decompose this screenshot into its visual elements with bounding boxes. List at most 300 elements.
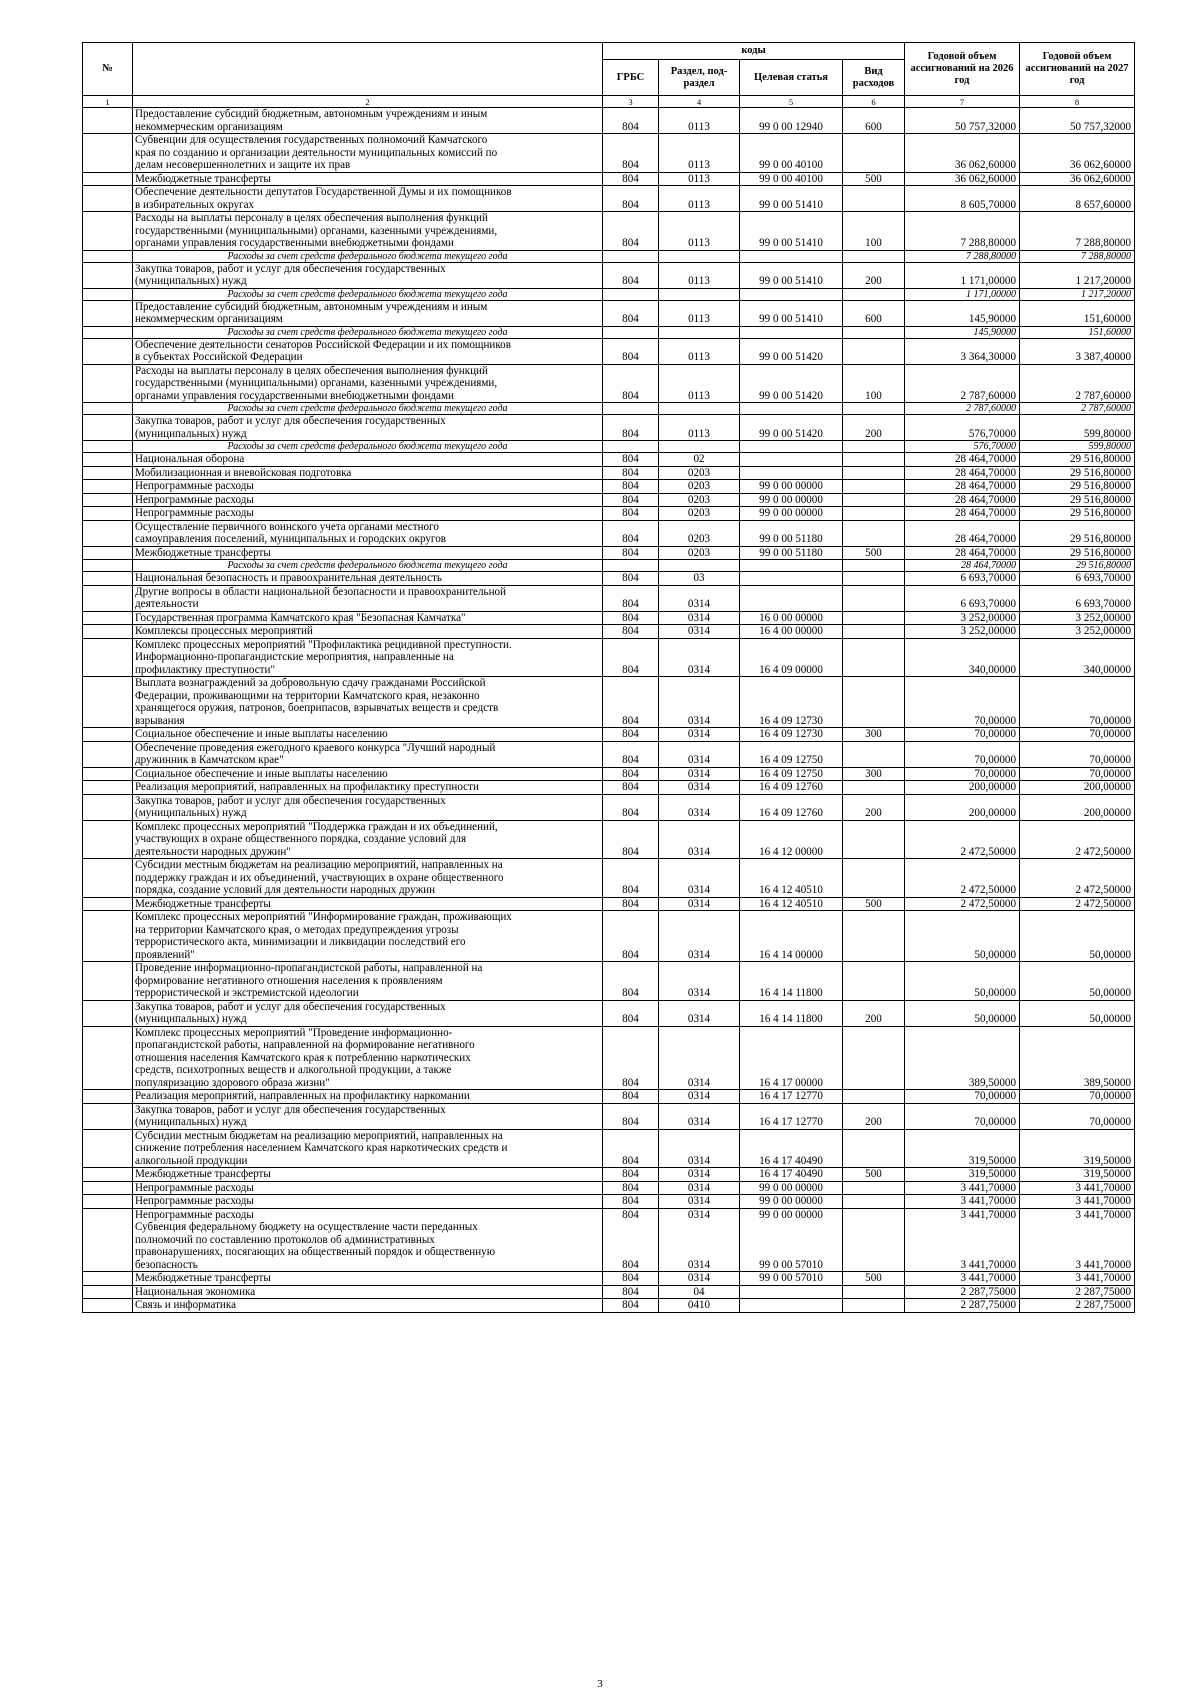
cell-num (83, 794, 133, 820)
cell-grbs: 804 (603, 1181, 659, 1195)
cell-target (740, 585, 843, 611)
cell-num (83, 300, 133, 326)
cell-sec: 0314 (659, 1195, 740, 1209)
cell-sec: 0410 (659, 1299, 740, 1313)
cell-y2026: 2 472,50000 (905, 897, 1020, 911)
cell-sec: 0314 (659, 911, 740, 962)
column-numbers (83, 96, 1135, 108)
table-row (83, 1272, 1135, 1286)
cell-vid (843, 507, 905, 521)
cell-target (740, 572, 843, 586)
cell-target: 99 0 00 00000 (740, 507, 843, 521)
cell-num (83, 403, 133, 415)
header-grbs: ГРБС (603, 60, 659, 96)
cell-y2026: 50,00000 (905, 911, 1020, 962)
cell-sec: 02 (659, 453, 740, 467)
budget-page (82, 42, 1134, 1313)
cell-name: Мобилизационная и вневойсковая подготовка (133, 466, 603, 480)
cell-grbs: 804 (603, 794, 659, 820)
cell-name: Закупка товаров, работ и услуг для обеспечения государственных (муниципальных) нужд (133, 1000, 603, 1026)
cell-grbs: 804 (603, 212, 659, 251)
cell-grbs: 804 (603, 1195, 659, 1209)
cell-y2027: 50 757,32000 (1020, 108, 1135, 134)
cell-y2026: 28 464,70000 (905, 493, 1020, 507)
cell-name: Межбюджетные трансферты (133, 1168, 603, 1182)
cell-target: 16 4 12 00000 (740, 820, 843, 859)
cell-vid (843, 1299, 905, 1313)
cell-target: 99 0 00 00000 99 0 00 57010 (740, 1208, 843, 1272)
cell-sec: 0203 (659, 480, 740, 494)
cell-y2027: 319,50000 (1020, 1168, 1135, 1182)
cell-vid: 500 (843, 1272, 905, 1286)
cell-num (83, 897, 133, 911)
cell-name: Расходы за счет средств федерального бюджета текущего года (133, 441, 603, 453)
table-row (83, 493, 1135, 507)
cell-name: Связь и информатика (133, 1299, 603, 1313)
cell-grbs (603, 560, 659, 572)
federal-funds-row (83, 403, 1135, 415)
cell-y2027: 3 441,70000 (1020, 1272, 1135, 1286)
cell-y2027: 3 441,70000 (1020, 1181, 1135, 1195)
cell-num (83, 638, 133, 677)
cell-name: Комплекс процессных мероприятий "Информирование граждан, проживающих на территории Камчатского края, о методах предупреждения угрозы террористического акта, минимизации и ликвидации последствий его проявлений" (133, 911, 603, 962)
cell-target (740, 453, 843, 467)
cell-y2027: 151,60000 (1020, 326, 1135, 338)
cell-grbs (603, 250, 659, 262)
cell-y2027: 599,80000 (1020, 441, 1135, 453)
cell-vid: 500 (843, 546, 905, 560)
cell-vid: 300 (843, 728, 905, 742)
cell-y2026: 576,70000 (905, 441, 1020, 453)
cell-target: 99 0 00 00000 (740, 1181, 843, 1195)
cell-target (740, 1299, 843, 1313)
header-exptype: Вид расходов (843, 60, 905, 96)
cell-target: 99 0 00 51410 (740, 212, 843, 251)
cell-sec: 0314 (659, 859, 740, 898)
cell-name: Обеспечение проведения ежегодного краевого конкурса "Лучший народный дружинник в Камчатском крае" (133, 741, 603, 767)
cell-sec: 03 (659, 572, 740, 586)
cell-name: Межбюджетные трансферты (133, 172, 603, 186)
cell-y2026: 2 787,60000 (905, 364, 1020, 403)
cell-vid (843, 677, 905, 728)
table-row (83, 453, 1135, 467)
cell-grbs: 804 (603, 453, 659, 467)
cell-vid: 500 (843, 172, 905, 186)
cell-name: Межбюджетные трансферты (133, 1272, 603, 1286)
cell-vid (843, 480, 905, 494)
table-row (83, 859, 1135, 898)
cell-target: 99 0 00 51180 (740, 546, 843, 560)
cell-grbs: 804 (603, 1299, 659, 1313)
cell-grbs: 804 (603, 1026, 659, 1090)
colnum-5: 5 (740, 96, 843, 108)
cell-y2026: 1 171,00000 (905, 288, 1020, 300)
table-row (83, 638, 1135, 677)
cell-sec: 0314 (659, 1168, 740, 1182)
header-name (133, 43, 603, 96)
cell-grbs: 804 (603, 1129, 659, 1168)
cell-name: Расходы за счет средств федерального бюджета текущего года (133, 250, 603, 262)
cell-sec: 0113 (659, 108, 740, 134)
table-row (83, 300, 1135, 326)
table-row (83, 767, 1135, 781)
cell-sec: 0113 (659, 172, 740, 186)
table-row (83, 625, 1135, 639)
cell-grbs: 804 (603, 186, 659, 212)
table-row (83, 1129, 1135, 1168)
header-section: Раздел, под-раздел (659, 60, 740, 96)
cell-num (83, 1181, 133, 1195)
cell-y2027: 2 787,60000 (1020, 403, 1135, 415)
cell-grbs: 804 (603, 611, 659, 625)
cell-num (83, 415, 133, 441)
cell-target: 16 4 00 00000 (740, 625, 843, 639)
cell-y2026: 3 441,70000 (905, 1195, 1020, 1209)
cell-num (83, 250, 133, 262)
cell-vid (843, 1026, 905, 1090)
cell-num (83, 1285, 133, 1299)
cell-target: 99 0 00 51410 (740, 186, 843, 212)
cell-grbs: 804 (603, 480, 659, 494)
cell-grbs: 804 (603, 625, 659, 639)
cell-target (740, 560, 843, 572)
cell-grbs: 804 (603, 585, 659, 611)
cell-y2027: 2 787,60000 (1020, 364, 1135, 403)
cell-vid: 300 (843, 767, 905, 781)
cell-num (83, 326, 133, 338)
cell-sec (659, 403, 740, 415)
cell-y2026: 319,50000 (905, 1129, 1020, 1168)
cell-num (83, 288, 133, 300)
cell-num (83, 560, 133, 572)
cell-vid (843, 820, 905, 859)
cell-target: 16 4 17 12770 (740, 1090, 843, 1104)
cell-num (83, 546, 133, 560)
cell-sec: 0314 (659, 1103, 740, 1129)
cell-num (83, 1168, 133, 1182)
cell-y2026: 145,90000 (905, 326, 1020, 338)
cell-name: Расходы на выплаты персоналу в целях обеспечения выполнения функций государственными (муниципальными) органами, казенными учреждениями, органами управления государственными внебюджетными фондами (133, 212, 603, 251)
cell-name: Закупка товаров, работ и услуг для обеспечения государственных (муниципальных) нужд (133, 1103, 603, 1129)
cell-sec: 0314 (659, 638, 740, 677)
cell-name: Социальное обеспечение и иные выплаты населению (133, 728, 603, 742)
cell-vid (843, 288, 905, 300)
cell-y2027: 50,00000 (1020, 962, 1135, 1001)
cell-sec: 0113 (659, 186, 740, 212)
cell-y2026: 2 287,75000 (905, 1299, 1020, 1313)
cell-y2026: 50 757,32000 (905, 108, 1020, 134)
cell-sec: 0314 (659, 728, 740, 742)
cell-y2026: 70,00000 (905, 728, 1020, 742)
table-row (83, 677, 1135, 728)
table-row (83, 1285, 1135, 1299)
cell-num (83, 441, 133, 453)
cell-grbs: 804 (603, 741, 659, 767)
cell-vid (843, 1285, 905, 1299)
table-row (83, 781, 1135, 795)
cell-target: 16 4 09 12750 (740, 741, 843, 767)
cell-grbs: 804 (603, 911, 659, 962)
cell-y2027: 29 516,80000 (1020, 453, 1135, 467)
cell-y2027: 70,00000 (1020, 741, 1135, 767)
cell-vid (843, 911, 905, 962)
cell-num (83, 466, 133, 480)
cell-sec: 0203 (659, 507, 740, 521)
cell-grbs: 804 (603, 546, 659, 560)
cell-num (83, 493, 133, 507)
header-2027: Годовой объем ассигнований на 2027 год (1020, 43, 1135, 96)
cell-target (740, 466, 843, 480)
cell-y2027: 3 252,00000 (1020, 625, 1135, 639)
cell-y2027: 70,00000 (1020, 1103, 1135, 1129)
cell-y2026: 3 441,70000 3 441,70000 (905, 1208, 1020, 1272)
federal-funds-row (83, 326, 1135, 338)
cell-sec: 0314 (659, 897, 740, 911)
cell-sec (659, 560, 740, 572)
cell-y2027: 1 217,20000 (1020, 262, 1135, 288)
cell-sec: 0203 (659, 520, 740, 546)
cell-name: Комплексы процессных мероприятий (133, 625, 603, 639)
cell-y2026: 6 693,70000 (905, 585, 1020, 611)
cell-num (83, 520, 133, 546)
cell-name: Закупка товаров, работ и услуг для обеспечения государственных (муниципальных) нужд (133, 794, 603, 820)
cell-target: 99 0 00 57010 (740, 1272, 843, 1286)
cell-y2026: 3 441,70000 (905, 1181, 1020, 1195)
cell-target (740, 288, 843, 300)
table-row (83, 911, 1135, 962)
cell-y2026: 28 464,70000 (905, 453, 1020, 467)
cell-num (83, 480, 133, 494)
cell-num (83, 962, 133, 1001)
cell-vid (843, 1181, 905, 1195)
cell-name: Непрограммные расходы (133, 1181, 603, 1195)
cell-sec: 0314 (659, 1090, 740, 1104)
cell-num (83, 1026, 133, 1090)
cell-name: Реализация мероприятий, направленных на профилактику преступности (133, 781, 603, 795)
cell-grbs: 804 (603, 338, 659, 364)
cell-num (83, 911, 133, 962)
cell-y2027: 29 516,80000 (1020, 466, 1135, 480)
cell-num (83, 1195, 133, 1209)
cell-name: Непрограммные расходы (133, 493, 603, 507)
table-row (83, 1090, 1135, 1104)
cell-num (83, 1272, 133, 1286)
table-row (83, 794, 1135, 820)
cell-vid (843, 781, 905, 795)
table-header (83, 43, 1135, 108)
cell-y2026: 7 288,80000 (905, 212, 1020, 251)
cell-name: Закупка товаров, работ и услуг для обеспечения государственных (муниципальных) нужд (133, 415, 603, 441)
cell-sec: 0113 (659, 338, 740, 364)
cell-sec: 0314 (659, 781, 740, 795)
table-row (83, 1208, 1135, 1272)
federal-funds-row (83, 441, 1135, 453)
cell-y2027: 6 693,70000 (1020, 585, 1135, 611)
cell-vid (843, 859, 905, 898)
cell-num (83, 262, 133, 288)
cell-y2026: 36 062,60000 (905, 134, 1020, 173)
cell-grbs: 804 (603, 677, 659, 728)
cell-vid (843, 560, 905, 572)
colnum-4: 4 (659, 96, 740, 108)
cell-name: Расходы за счет средств федерального бюджета текущего года (133, 560, 603, 572)
cell-target: 16 4 14 11800 (740, 962, 843, 1001)
cell-name: Обеспечение деятельности депутатов Государственной Думы и их помощников в избирательных округах (133, 186, 603, 212)
cell-sec (659, 326, 740, 338)
cell-grbs: 804 (603, 1168, 659, 1182)
cell-y2027: 2 472,50000 (1020, 897, 1135, 911)
cell-sec: 0314 (659, 585, 740, 611)
cell-num (83, 859, 133, 898)
table-row (83, 480, 1135, 494)
cell-target: 99 0 00 51180 (740, 520, 843, 546)
cell-grbs (603, 403, 659, 415)
cell-name: Расходы за счет средств федерального бюджета текущего года (133, 288, 603, 300)
cell-target: 16 4 09 12760 (740, 794, 843, 820)
cell-vid (843, 585, 905, 611)
cell-y2026: 319,50000 (905, 1168, 1020, 1182)
cell-target (740, 1285, 843, 1299)
cell-name: Субсидии местным бюджетам на реализацию мероприятий, направленных на поддержку граждан и их объединений, участвующих в охране общественного порядка, создание условий для деятельности народных дружин (133, 859, 603, 898)
cell-sec: 0113 (659, 300, 740, 326)
cell-sec (659, 250, 740, 262)
cell-num (83, 364, 133, 403)
cell-sec: 0314 0314 (659, 1208, 740, 1272)
cell-target: 99 0 00 51420 (740, 338, 843, 364)
cell-grbs: 804 (603, 820, 659, 859)
cell-name: Социальное обеспечение и иные выплаты населению (133, 767, 603, 781)
cell-grbs: 804 (603, 767, 659, 781)
cell-grbs (603, 441, 659, 453)
cell-num (83, 108, 133, 134)
cell-target: 99 0 00 40100 (740, 172, 843, 186)
cell-vid (843, 962, 905, 1001)
cell-y2027: 2 472,50000 (1020, 820, 1135, 859)
table-row (83, 1026, 1135, 1090)
cell-vid (843, 1208, 905, 1272)
colnum-2: 2 (133, 96, 603, 108)
cell-target: 16 4 17 12770 (740, 1103, 843, 1129)
cell-y2026: 3 252,00000 (905, 611, 1020, 625)
table-row (83, 338, 1135, 364)
cell-grbs: 804 (603, 1103, 659, 1129)
cell-name: Национальная безопасность и правоохранительная деятельность (133, 572, 603, 586)
cell-vid (843, 520, 905, 546)
cell-grbs: 804 (603, 638, 659, 677)
cell-vid: 200 (843, 794, 905, 820)
cell-name: Межбюджетные трансферты (133, 546, 603, 560)
cell-y2027: 3 387,40000 (1020, 338, 1135, 364)
budget-table (82, 42, 1135, 1313)
cell-y2026: 36 062,60000 (905, 172, 1020, 186)
cell-y2027: 599,80000 (1020, 415, 1135, 441)
cell-name: Комплекс процессных мероприятий "Поддержка граждан и их объединений, участвующих в охране общественного порядка, создание условий для деятельности народных дружин" (133, 820, 603, 859)
colnum-6: 6 (843, 96, 905, 108)
table-row (83, 1168, 1135, 1182)
cell-num (83, 677, 133, 728)
cell-y2026: 3 441,70000 (905, 1272, 1020, 1286)
cell-grbs: 804 (603, 172, 659, 186)
cell-y2026: 28 464,70000 (905, 520, 1020, 546)
cell-vid: 500 (843, 1168, 905, 1182)
cell-vid (843, 1090, 905, 1104)
cell-target: 16 4 14 00000 (740, 911, 843, 962)
cell-grbs: 804 (603, 493, 659, 507)
cell-name: Национальная оборона (133, 453, 603, 467)
table-row (83, 466, 1135, 480)
cell-num (83, 767, 133, 781)
cell-num (83, 172, 133, 186)
table-row (83, 897, 1135, 911)
cell-y2026: 70,00000 (905, 767, 1020, 781)
cell-name: Предоставление субсидий бюджетным, автономным учреждениям и иным некоммерческим организациям (133, 108, 603, 134)
cell-name: Расходы за счет средств федерального бюджета текущего года (133, 326, 603, 338)
table-row (83, 172, 1135, 186)
cell-y2026: 2 787,60000 (905, 403, 1020, 415)
cell-y2026: 28 464,70000 (905, 560, 1020, 572)
cell-sec: 0314 (659, 1026, 740, 1090)
cell-y2026: 3 252,00000 (905, 625, 1020, 639)
table-row (83, 134, 1135, 173)
cell-grbs: 804 (603, 520, 659, 546)
cell-grbs: 804 (603, 781, 659, 795)
cell-target: 16 4 12 40510 (740, 859, 843, 898)
table-row (83, 1181, 1135, 1195)
cell-vid: 100 (843, 364, 905, 403)
cell-name: Осуществление первичного воинского учета органами местного самоуправления поселений, муниципальных и городских округов (133, 520, 603, 546)
cell-vid (843, 338, 905, 364)
cell-sec: 04 (659, 1285, 740, 1299)
cell-y2027: 340,00000 (1020, 638, 1135, 677)
table-row (83, 212, 1135, 251)
cell-sec: 0203 (659, 546, 740, 560)
cell-vid (843, 611, 905, 625)
cell-name: Национальная экономика (133, 1285, 603, 1299)
cell-y2027: 1 217,20000 (1020, 288, 1135, 300)
cell-num (83, 134, 133, 173)
cell-name: Межбюджетные трансферты (133, 897, 603, 911)
cell-vid (843, 638, 905, 677)
federal-funds-row (83, 288, 1135, 300)
cell-y2027: 319,50000 (1020, 1129, 1135, 1168)
cell-sec: 0314 (659, 1181, 740, 1195)
header-codes: коды (603, 43, 905, 60)
cell-vid (843, 741, 905, 767)
cell-y2026: 8 605,70000 (905, 186, 1020, 212)
cell-sec: 0314 (659, 794, 740, 820)
header-2026: Годовой объем ассигнований на 2026 год (905, 43, 1020, 96)
table-body (83, 108, 1135, 1313)
cell-num (83, 212, 133, 251)
cell-target (740, 326, 843, 338)
cell-y2026: 576,70000 (905, 415, 1020, 441)
cell-name: Предоставление субсидий бюджетным, автономным учреждениям и иным некоммерческим организациям (133, 300, 603, 326)
header-target: Целевая статья (740, 60, 843, 96)
cell-y2027: 3 252,00000 (1020, 611, 1135, 625)
cell-num (83, 1000, 133, 1026)
cell-sec: 0314 (659, 962, 740, 1001)
cell-grbs: 804 (603, 572, 659, 586)
table-row (83, 364, 1135, 403)
cell-vid (843, 250, 905, 262)
cell-name: Непрограммные расходы (133, 507, 603, 521)
cell-target: 99 0 00 12940 (740, 108, 843, 134)
cell-vid: 500 (843, 897, 905, 911)
cell-y2026: 389,50000 (905, 1026, 1020, 1090)
colnum-8: 8 (1020, 96, 1135, 108)
cell-y2026: 3 364,30000 (905, 338, 1020, 364)
cell-grbs: 804 (603, 1000, 659, 1026)
